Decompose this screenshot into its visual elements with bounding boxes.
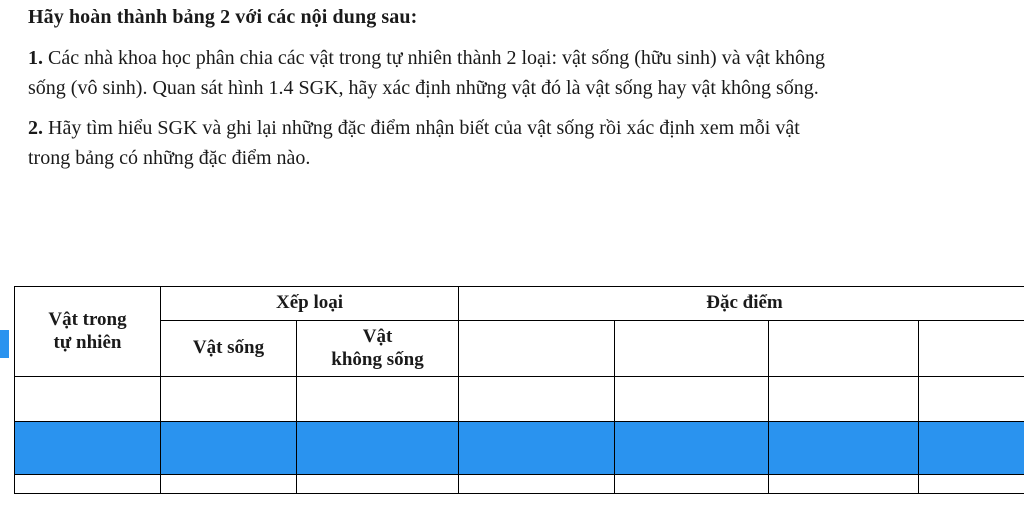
table-cell [919, 475, 1024, 494]
table-cell [161, 422, 297, 475]
table-cell [459, 475, 615, 494]
header-cell-feature-1 [459, 320, 615, 377]
table-cell [459, 422, 615, 475]
table-cell [919, 422, 1024, 475]
paragraph-number-2: 2. [28, 117, 43, 139]
table-cell [297, 422, 459, 475]
header-cell-feature-3 [769, 320, 919, 377]
header-classification-text: Xếp loại [275, 292, 344, 313]
table-cell [161, 377, 297, 422]
table-cell [15, 475, 161, 494]
header-cell-feature-4 [919, 320, 1024, 377]
header-cell-nonliving [297, 320, 459, 377]
table-grid [14, 286, 1024, 494]
header-cell-living [161, 320, 297, 377]
table-cell [769, 475, 919, 494]
table-row [15, 377, 1024, 422]
table-row [15, 475, 1024, 494]
header-living-text: Vật sống [192, 337, 265, 359]
selection-marker [0, 330, 9, 358]
paragraph-text-2: Hãy tìm hiểu SGK và ghi lại những đặc điểm nhận biết của vật sống rồi xác định xem mỗi vật trong bảng có những đặc điểm nào. [28, 117, 800, 169]
header-object-line2: tự nhiên [53, 331, 122, 353]
header-nonliving-line1: Vật [362, 325, 393, 347]
table-cell [615, 475, 769, 494]
table-cell [919, 377, 1024, 422]
table-cell [15, 377, 161, 422]
paragraph-text-1: Các nhà khoa học phân chia các vật trong tự nhiên thành 2 loại: vật sống (hữu sinh) và vật không sống (vô sinh). Quan sát hình 1.4 SGK, hãy xác định những vật đó là vật sống hay vật không sống. [28, 47, 826, 99]
table-cell [769, 377, 919, 422]
table-cell [615, 422, 769, 475]
header-cell-features [459, 287, 1024, 321]
table-cell [615, 377, 769, 422]
table-header-row-2 [15, 320, 1024, 377]
worksheet-table [14, 286, 1024, 494]
table-cell [161, 475, 297, 494]
header-cell-feature-2 [615, 320, 769, 377]
table-cell [297, 377, 459, 422]
header-features-text: Đặc điểm [706, 292, 783, 313]
table-cell [297, 475, 459, 494]
header-object-text [15, 304, 160, 360]
header-cell-object [15, 287, 161, 377]
table-cell [459, 377, 615, 422]
instruction-text-block [28, 4, 828, 183]
header-nonliving-text [297, 321, 458, 377]
header-object-line1: Vật trong [48, 308, 127, 330]
header-cell-classification [161, 287, 459, 321]
table-cell [769, 422, 919, 475]
instruction-paragraph-1 [28, 43, 828, 103]
page-title: Hãy hoàn thành bảng 2 với các nội dung sau: [28, 6, 418, 28]
table-header-row-1 [15, 287, 1024, 321]
instruction-paragraph-2 [28, 113, 828, 173]
table-cell [15, 422, 161, 475]
header-nonliving-line2: không sống [331, 348, 424, 370]
paragraph-number-1: 1. [28, 47, 43, 69]
table-row-highlighted [15, 422, 1024, 475]
